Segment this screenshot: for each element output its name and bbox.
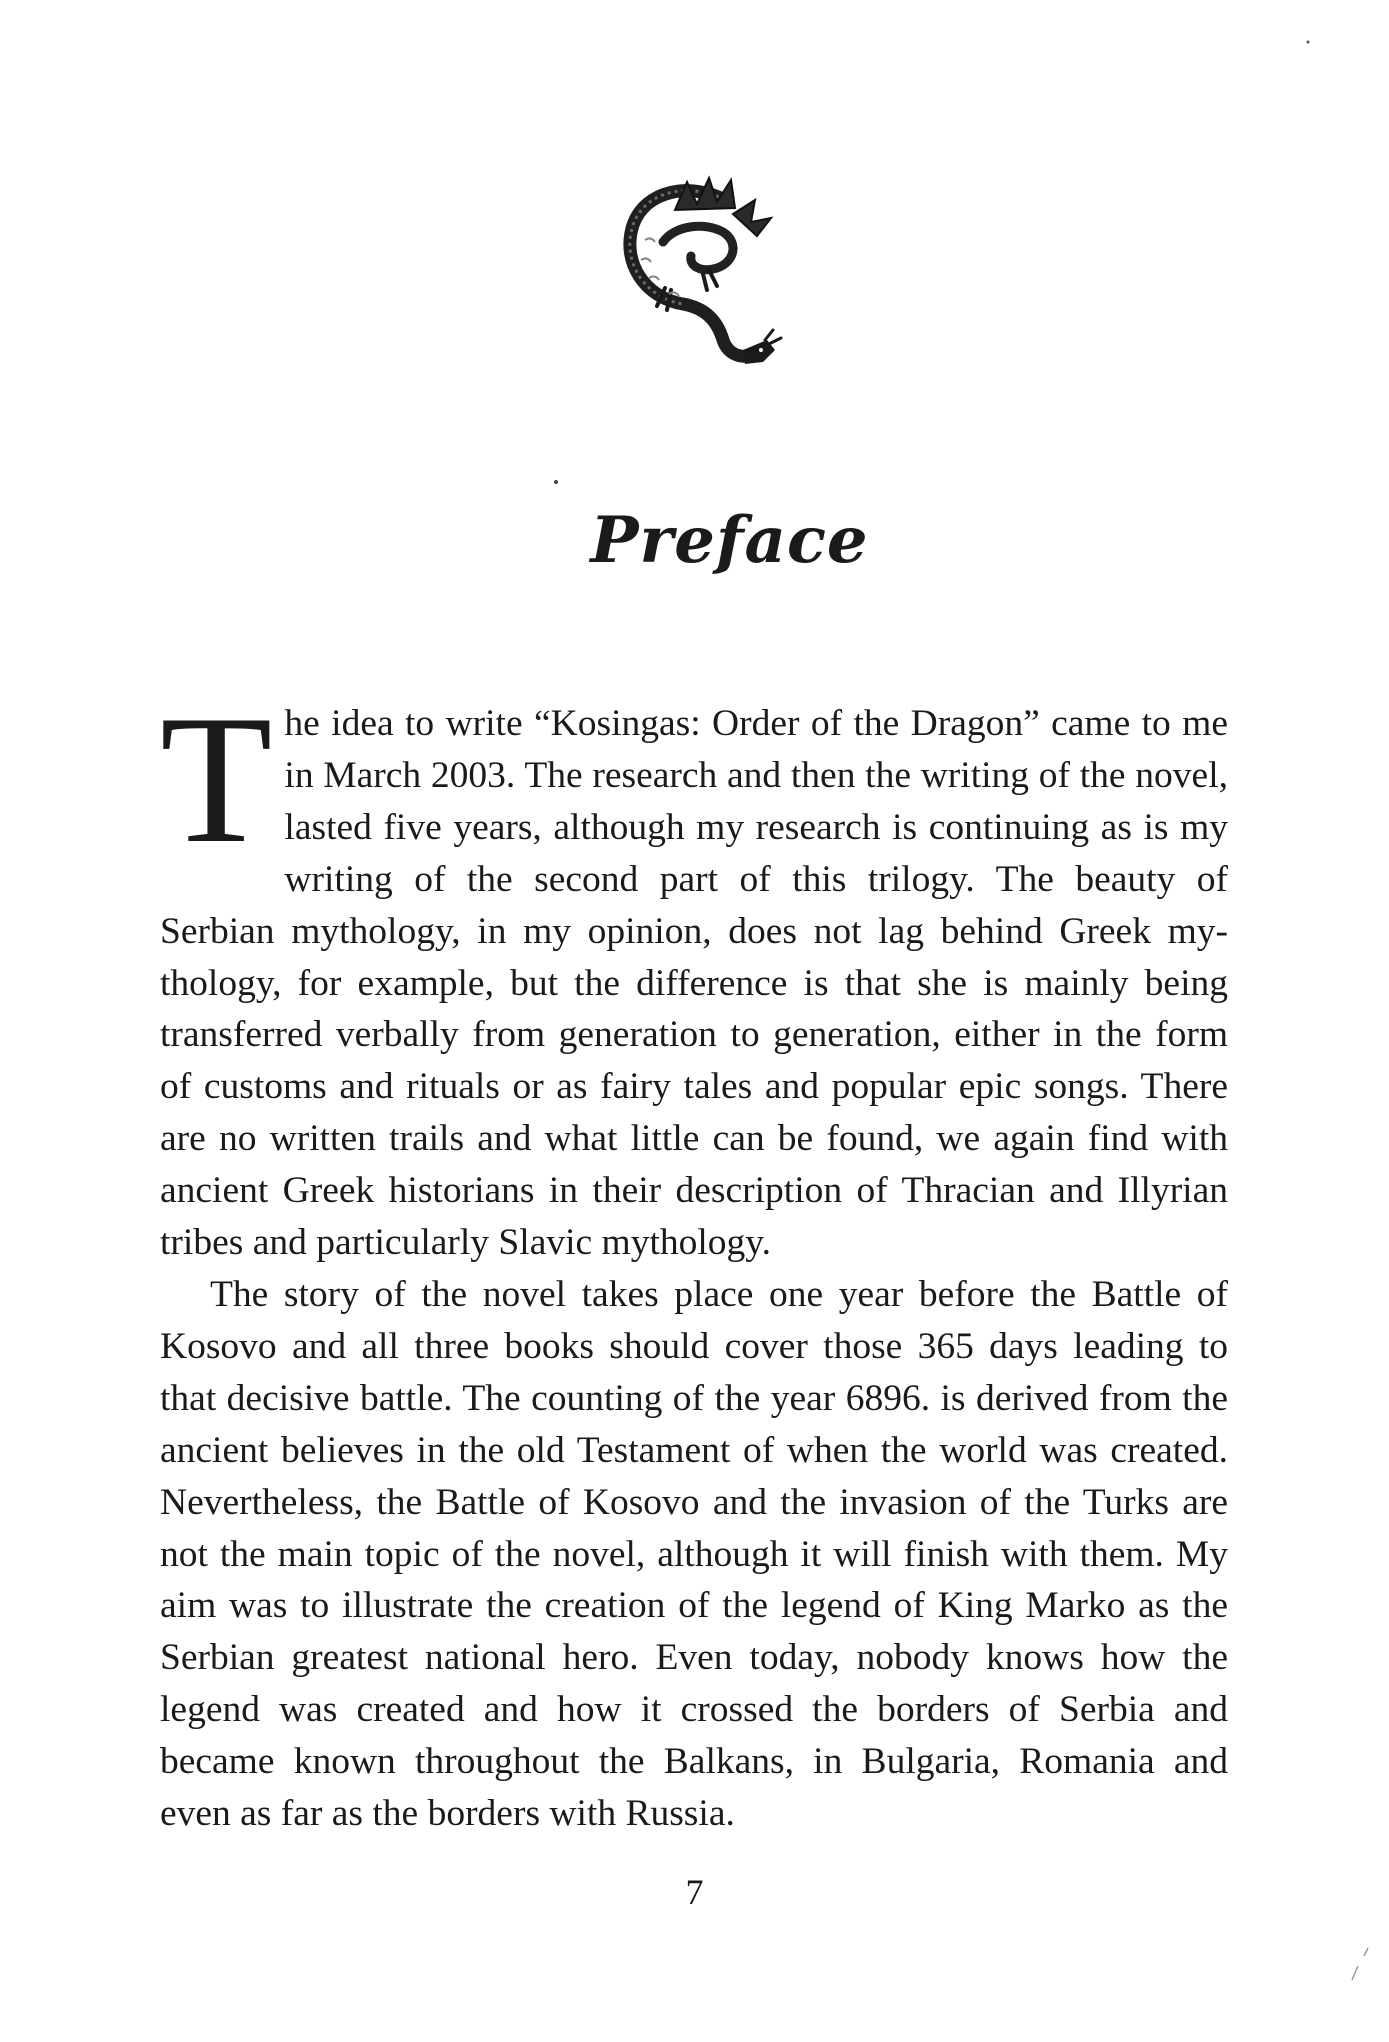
preface-body [160,677,1228,1840]
paragraph-1-text: he idea to write “Kosingas: Order of the Dragon” came to me in March 2003. The research and then the writing of the novel, lasted five years, although my research is continuing as is my writing of the second part of this trilogy. The beauty of Serbian mythology, in my opinion, does not lag behind Greek mythology, for example, but the difference is that she is mainly being transferred verbally from generation to generation, either in the form of customs and rituals or as fairy tales and popular epic songs. There are no written trails and what little can be found, we again find with ancient Greek historians in their description of Thracian and Illyrian tribes and particularly Slavic mythology. [160,703,1228,1264]
paragraph-1 [160,677,1228,1269]
page-title-text: Preface [590,502,869,578]
dragon-ornament-icon [605,170,785,370]
drop-cap: T [160,677,273,881]
page-title [0,501,1389,581]
page-number: 7 [685,1872,704,1912]
paragraph-2: The story of the novel takes place one year before the Battle of Kosovo and all three books should cover those 365 days leading to that decisive battle. The counting of the year 6896. is derived from the ancient believes in the old Testament of when the world was created. Nevertheless, the Battle of Kosovo and the invasion of the Turks are not the main topic of the novel, although it will finish with them. My aim was to illustrate the creation of the legend of King Marko as the Serbian greatest national hero. Even today, nobody knows how the legend was created and how it crossed the borders of Serbia and became known throughout the Balkans, in Bulgaria, Romania and even as far as the borders with Russia. [160,1273,1228,1835]
